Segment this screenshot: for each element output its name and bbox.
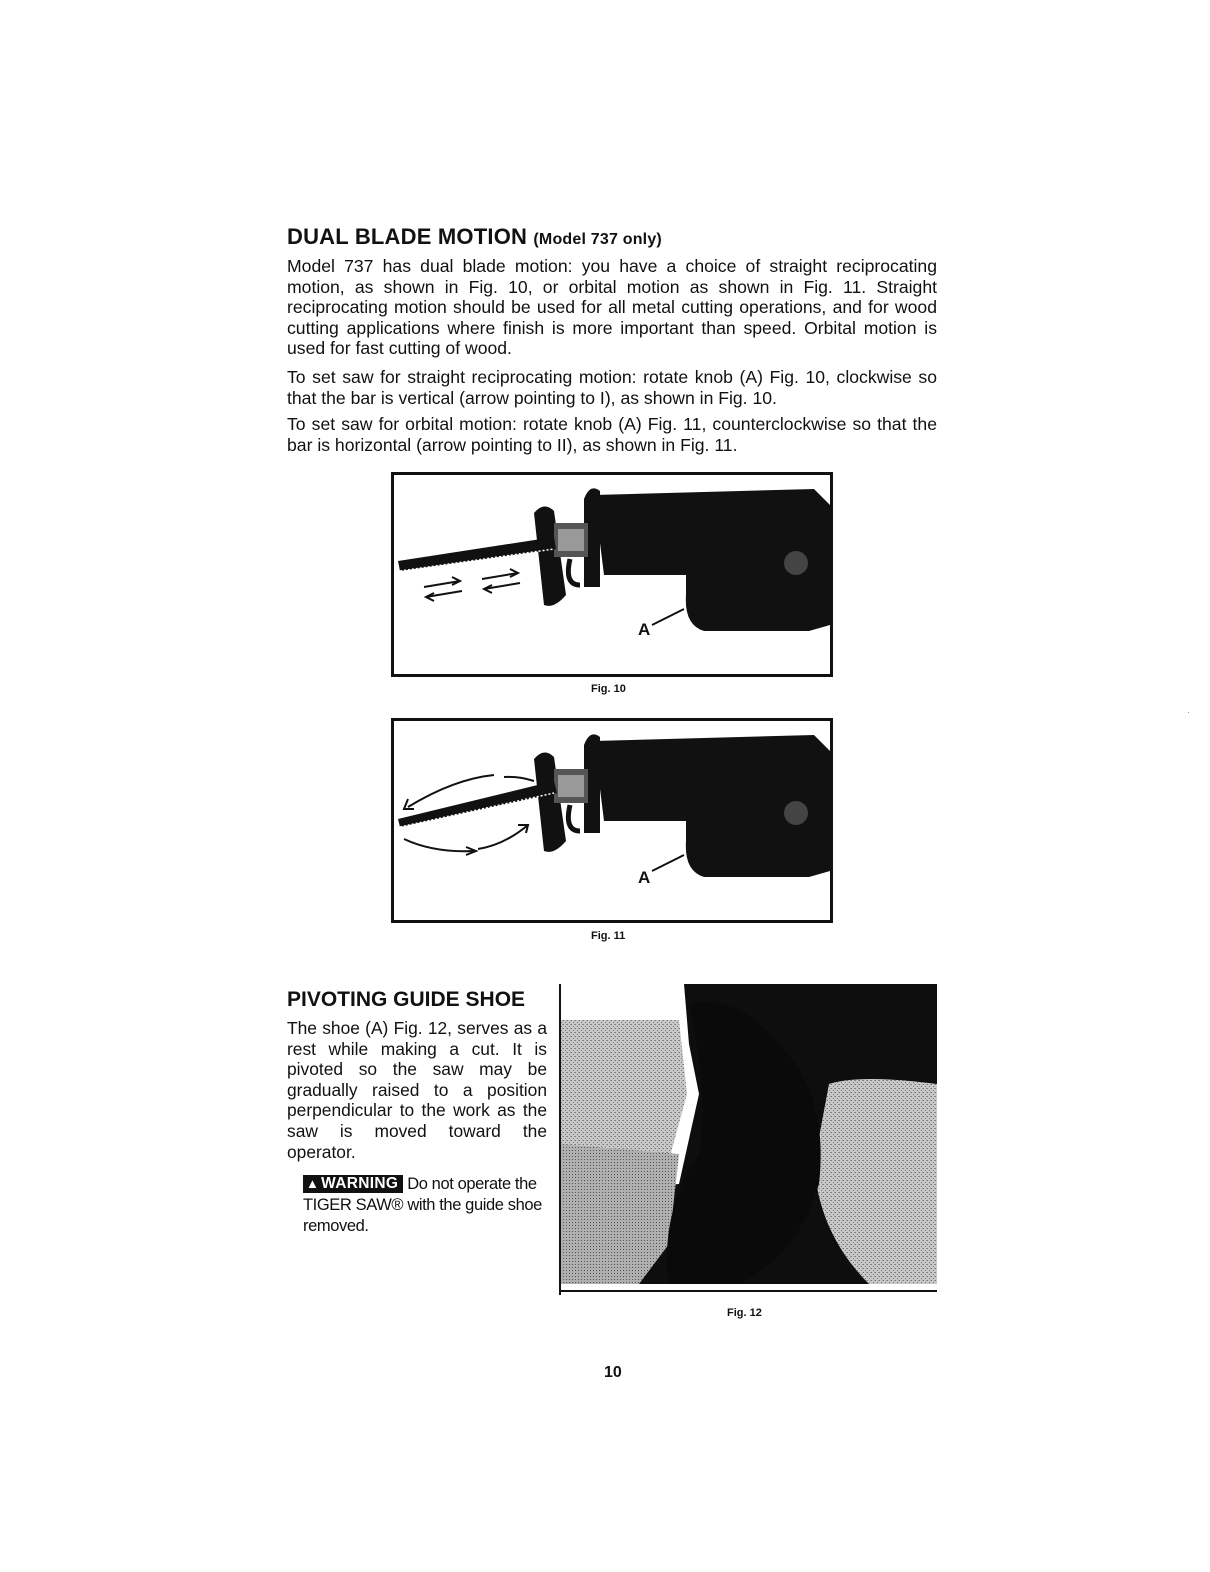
dual-blade-motion-heading	[287, 224, 662, 250]
figure-12-caption: Fig. 12	[727, 1307, 762, 1319]
fig11-label-a: A	[638, 868, 651, 887]
dual-blade-paragraph-2: To set saw for straight reciprocating motion: rotate knob (A) Fig. 10, clockwise so that the bar is vertical (arrow pointing to I), as shown in Fig. 10.	[287, 367, 937, 408]
figure-10-caption: Fig. 10	[591, 683, 626, 695]
warning-note	[303, 1174, 549, 1237]
warning-text: Do not operate the TIGER SAW® with the guide shoe removed.	[303, 1175, 542, 1235]
heading-model-note: (Model 737 only)	[533, 231, 662, 248]
guide-shoe-photo	[559, 984, 937, 1295]
warning-badge	[303, 1175, 403, 1193]
fig10-label-a: A	[638, 620, 651, 639]
figure-12-photo	[559, 984, 937, 1295]
page-number: 10	[604, 1364, 622, 1381]
guide-shoe-paragraph: The shoe (A) Fig. 12, serves as a rest while making a cut. It is pivoted so the saw may be gradually raised to a position perpendicular to the work as the saw is moved toward the operator.	[287, 1018, 547, 1162]
dual-blade-paragraph-1: Model 737 has dual blade motion: you have a choice of straight reciprocating motion, as shown in Fig. 10, or orbital motion as shown in Fig. 11. Straight reciprocating motion should be used for all metal cutting operations, and for wood cutting applications where finish is more important than speed. Orbital motion is used for fast cutting of wood.	[287, 256, 937, 358]
saw-illustration-straight	[394, 475, 830, 674]
warning-badge-label: WARNING	[321, 1175, 399, 1192]
saw-illustration-orbital	[394, 721, 830, 920]
heading-main: DUAL BLADE MOTION	[287, 224, 528, 249]
scan-speck	[1188, 712, 1189, 713]
figure-11-caption: Fig. 11	[591, 930, 626, 942]
figure-10-straight-motion	[391, 472, 833, 677]
pivoting-guide-shoe-heading: PIVOTING GUIDE SHOE	[287, 988, 526, 1011]
figure-11-orbital-motion	[391, 718, 833, 923]
warning-triangle-icon: ▲	[306, 1176, 320, 1191]
dual-blade-paragraph-3: To set saw for orbital motion: rotate knob (A) Fig. 11, counterclockwise so that the bar is horizontal (arrow pointing to II), as shown in Fig. 11.	[287, 414, 937, 455]
